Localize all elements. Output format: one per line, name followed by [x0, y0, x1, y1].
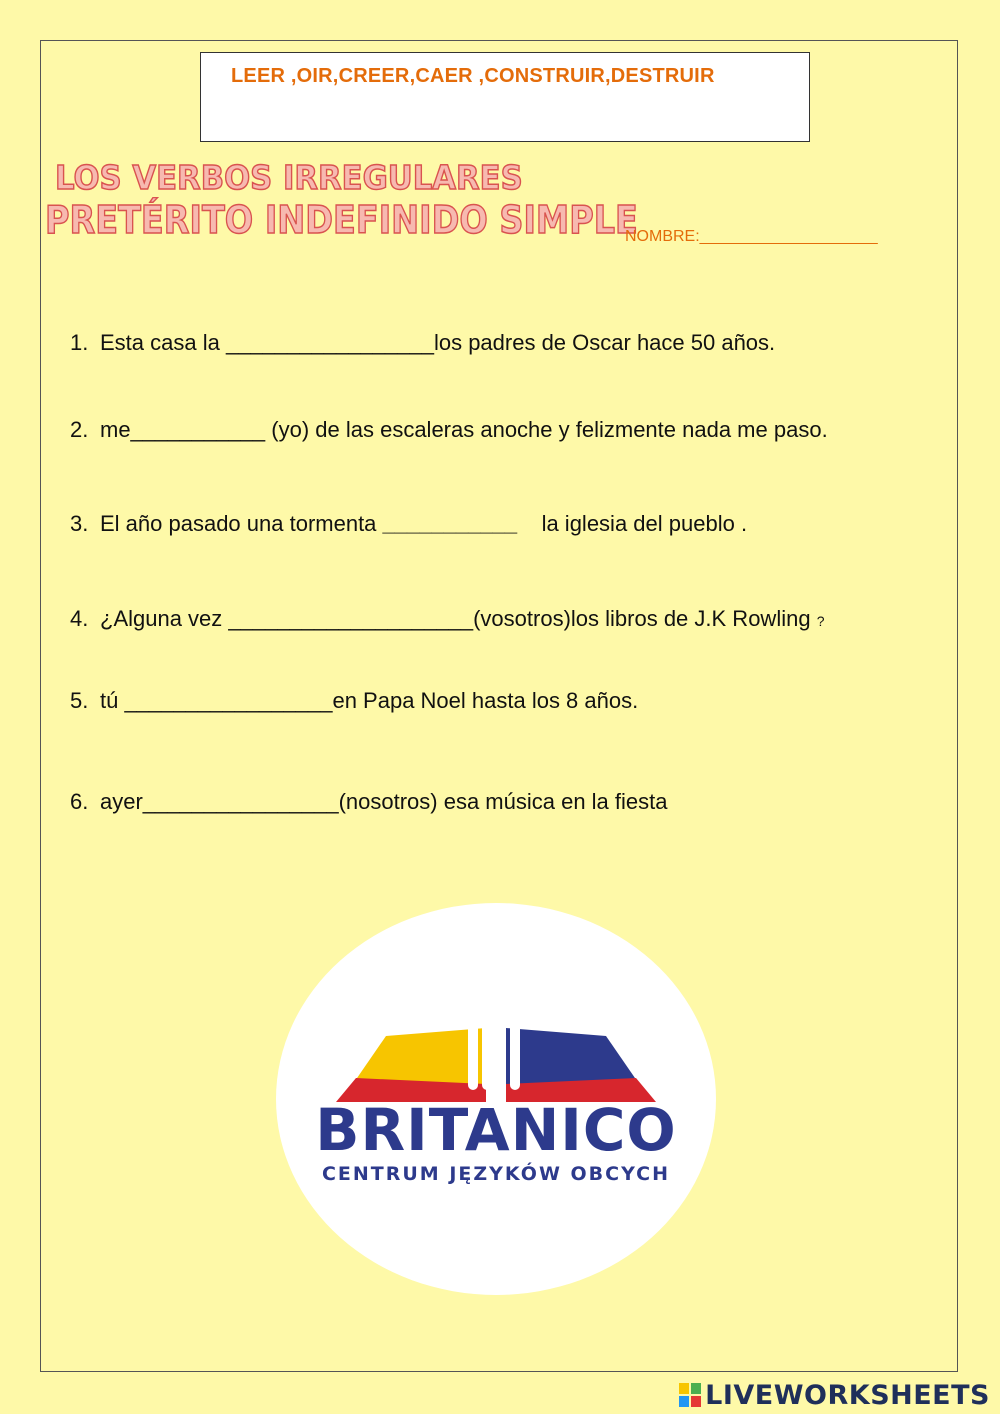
question-1: 1. Esta casa la _________________los padres de Oscar hace 50 años.: [70, 330, 776, 355]
britanico-logo: [276, 903, 716, 1295]
question-3: 3. El año pasado una tormenta ___________ la iglesia del pueblo .: [70, 511, 748, 536]
question-5: 5. tú _________________en Papa Noel hasta los 8 años.: [70, 688, 639, 713]
question-text[interactable]: Esta casa la _________________los padres de Oscar hace 50 años.: [100, 330, 776, 355]
name-field[interactable]: NOMBRE:____________________: [625, 228, 878, 245]
verb-list-box: [200, 52, 810, 142]
footer-brand-text: LIVEWORKSHEETS: [705, 1379, 990, 1411]
question-text[interactable]: ¿Alguna vez ____________________(vosotros)los libros de J.K Rowling: [100, 606, 817, 631]
liveworksheets-logo-icon: [679, 1383, 701, 1407]
logo-brand: BRITANICO: [315, 1096, 677, 1164]
verb-list: LEER ,OIR,CREER,CAER ,CONSTRUIR,DESTRUIR: [231, 65, 715, 87]
title-line-1: LOS VERBOS IRREGULARES: [55, 158, 523, 197]
question-text[interactable]: tú _________________en Papa Noel hasta los 8 años.: [100, 688, 639, 713]
question-2: 2. me___________ (yo) de las escaleras anoche y felizmente nada me paso.: [70, 417, 828, 442]
open-book-icon: [336, 998, 656, 1108]
question-text[interactable]: me___________ (yo) de las escaleras anoche y felizmente nada me paso.: [100, 417, 828, 442]
question-mark: ?: [816, 613, 825, 629]
question-6: 6. ayer________________(nosotros) esa música en la fiesta: [70, 789, 668, 814]
question-text: El año pasado una tormenta: [100, 511, 383, 536]
title-line-2: PRETÉRITO INDEFINIDO SIMPLE: [45, 198, 638, 242]
logo-subtitle: CENTRUM JĘZYKÓW OBCYCH: [321, 1163, 671, 1185]
question-4: 4. ¿Alguna vez ____________________(vosotros)los libros de J.K Rowling ?: [70, 606, 825, 631]
answer-blank[interactable]: ___________: [382, 511, 518, 536]
liveworksheets-watermark: [679, 1378, 990, 1412]
question-text: la iglesia del pueblo .: [517, 511, 748, 536]
question-text[interactable]: ayer________________(nosotros) esa música en la fiesta: [100, 789, 668, 814]
